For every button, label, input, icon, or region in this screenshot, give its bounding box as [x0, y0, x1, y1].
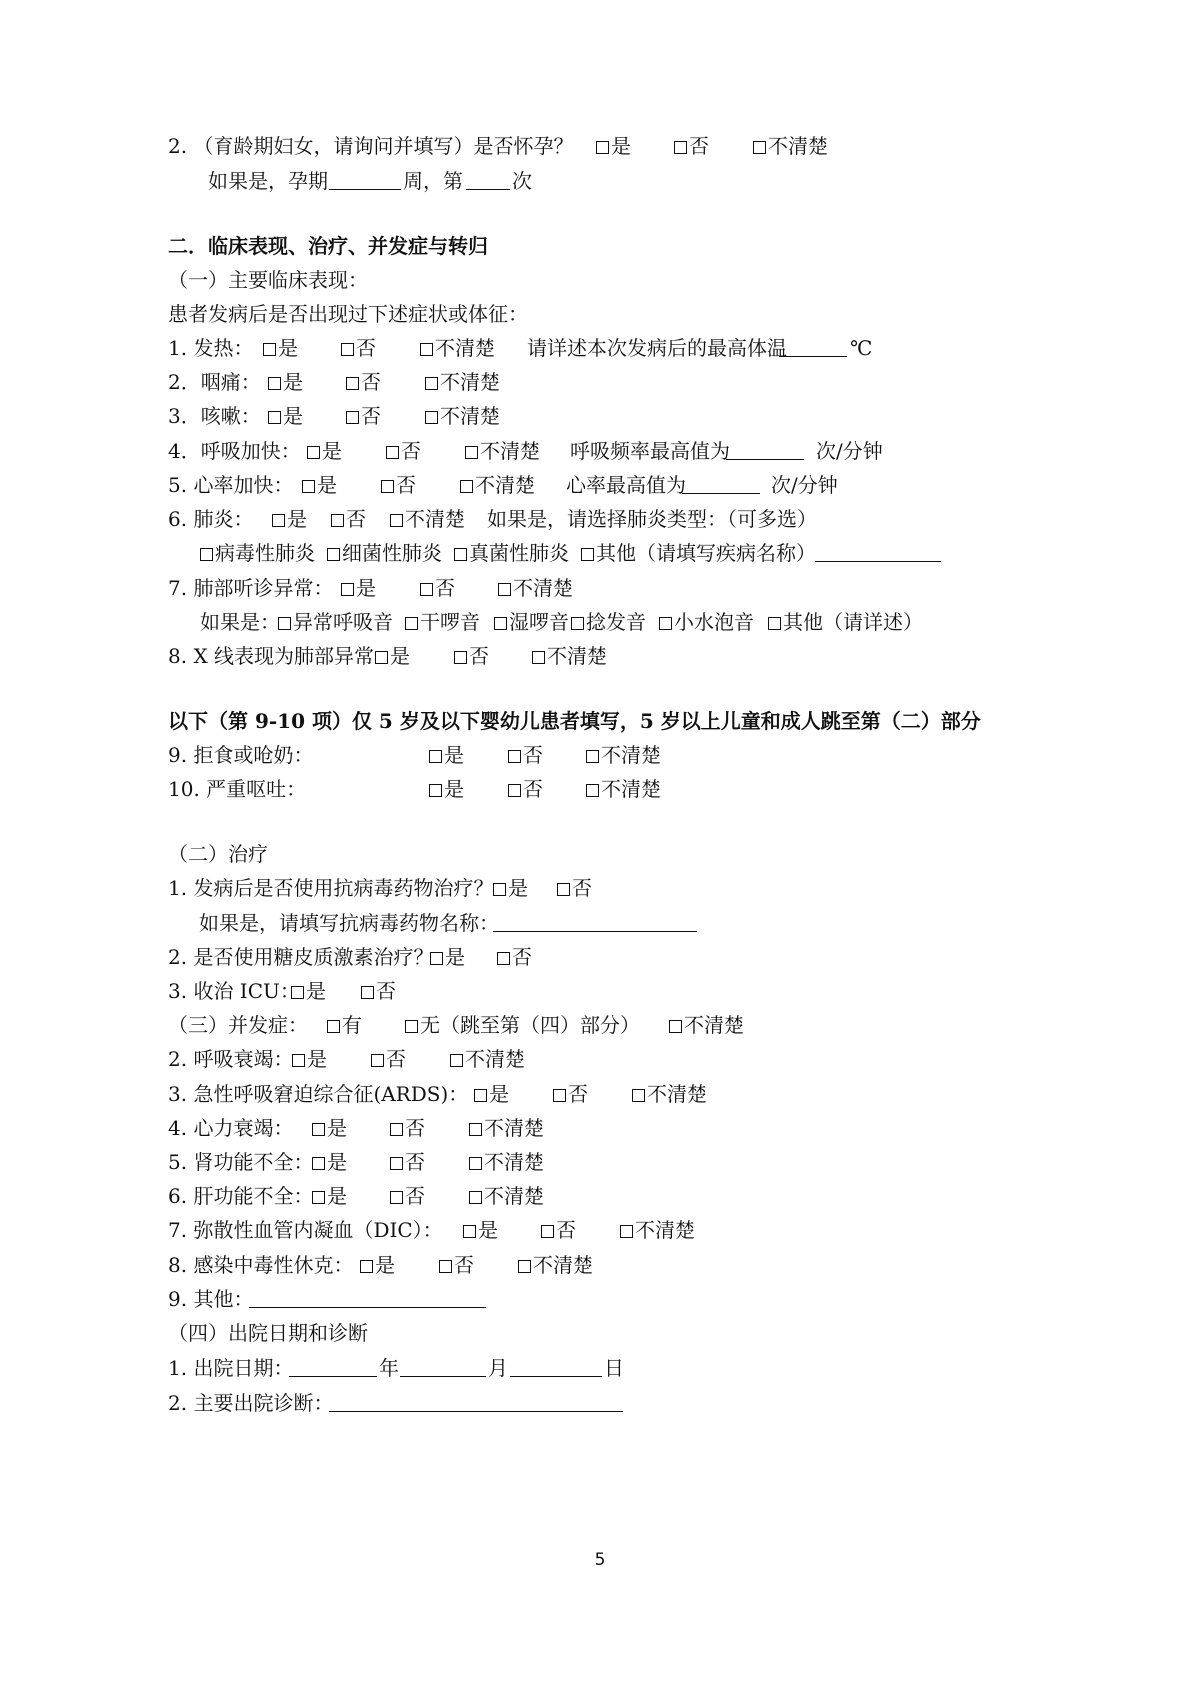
checkbox-no[interactable]: 否: [346, 399, 381, 433]
checkbox-yes[interactable]: 是: [268, 365, 303, 399]
checkbox-no[interactable]: 否: [386, 434, 421, 468]
checkbox-yes[interactable]: 是: [268, 399, 303, 433]
checkbox-no[interactable]: 否: [439, 1248, 474, 1282]
checkbox-icon: [361, 986, 374, 999]
checkbox-icon: [541, 1225, 554, 1238]
checkbox-icon: [292, 1054, 305, 1067]
checkbox-icon: [268, 377, 281, 390]
checkbox-yes[interactable]: 是: [302, 468, 337, 502]
page-number: 5: [594, 1550, 606, 1570]
checkbox-no[interactable]: 否: [341, 331, 376, 365]
checkbox-icon: [268, 411, 281, 424]
checkbox-no[interactable]: 否: [346, 365, 381, 399]
checkbox-unknown[interactable]: 不清楚: [420, 331, 495, 365]
checkbox-unknown[interactable]: 不清楚: [753, 129, 828, 163]
checkbox-no[interactable]: 否: [390, 1179, 425, 1213]
pregnancy-count-field[interactable]: [466, 189, 510, 190]
checkbox-yes[interactable]: 是: [312, 1111, 347, 1145]
checkbox-yes[interactable]: 是: [463, 1213, 498, 1247]
checkbox-fungal-pneumonia[interactable]: 真菌性肺炎: [454, 536, 569, 570]
checkbox-icon: [312, 1191, 325, 1204]
checkbox-icon: [360, 1260, 373, 1273]
pregnancy-followup: 如果是，孕期 周，第 次: [208, 169, 532, 193]
checkbox-icon: [659, 617, 672, 630]
checkbox-icon: [375, 651, 388, 664]
checkbox-icon: [674, 141, 687, 154]
checkbox-no[interactable]: 否: [420, 571, 455, 605]
checkbox-yes[interactable]: 是: [429, 738, 464, 772]
checkbox-unknown[interactable]: 不清楚: [586, 738, 661, 772]
checkbox-icon: [302, 480, 315, 493]
checkbox-icon: [386, 446, 399, 459]
checkbox-unknown[interactable]: 不清楚: [518, 1248, 593, 1282]
checkbox-viral-pneumonia[interactable]: 病毒性肺炎: [200, 536, 315, 570]
checkbox-yes[interactable]: 是: [292, 1042, 327, 1076]
checkbox-none[interactable]: 无（跳至第（四）部分）: [405, 1008, 640, 1042]
complication-respiratory-failure: 2. 呼吸衰竭： 是 否 不清楚: [0, 1042, 1200, 1076]
treatment-q3: 3. 收治 ICU： 是 否: [0, 974, 1200, 1008]
checkbox-icon: [518, 1260, 531, 1273]
checkbox-other-sound[interactable]: 其他（请详述）: [768, 605, 923, 639]
checkbox-icon: [312, 1123, 325, 1136]
checkbox-icon: [586, 750, 599, 763]
checkbox-unknown[interactable]: 不清楚: [469, 1111, 544, 1145]
symptom-fever: 1. 发热： 是 否 不清楚 请详述本次发病后的最高体温 ℃: [0, 331, 1200, 365]
checkbox-other-pneumonia[interactable]: 其他（请填写疾病名称）: [581, 536, 816, 570]
checkbox-icon: [460, 480, 473, 493]
checkbox-icon: [571, 617, 584, 630]
checkbox-fine-bubble[interactable]: 小水泡音: [659, 605, 754, 639]
infant-q9: 9. 拒食或呛奶： 是 否 不清楚: [0, 738, 1200, 772]
checkbox-unknown[interactable]: 不清楚: [425, 399, 500, 433]
checkbox-no[interactable]: 否: [508, 738, 543, 772]
checkbox-no[interactable]: 否: [371, 1042, 406, 1076]
checkbox-icon: [307, 446, 320, 459]
infant-note: 以下（第 9-10 项）仅 5 岁及以下婴幼儿患者填写，5 岁以上儿童和成人跳至第（二）部分: [168, 709, 981, 733]
complication-dic: 7. 弥散性血管内凝血（DIC）： 是 否 不清楚: [0, 1213, 1200, 1247]
treatment-heading: （二）治疗: [168, 842, 268, 866]
checkbox-icon: [390, 1191, 403, 1204]
checkbox-icon: [331, 514, 344, 527]
checkbox-icon: [669, 1020, 682, 1033]
checkbox-icon: [390, 1157, 403, 1170]
treatment-q1: 1. 发病后是否使用抗病毒药物治疗？ 是 否: [0, 871, 1200, 905]
checkbox-icon: [346, 411, 359, 424]
checkbox-dry-rale[interactable]: 干啰音: [405, 605, 480, 639]
complication-liver: 6. 肝功能不全： 是 否 不清楚: [0, 1179, 1200, 1213]
checkbox-yes[interactable]: 是: [360, 1248, 395, 1282]
complication-shock: 8. 感染中毒性休克： 是 否 不清楚: [0, 1248, 1200, 1282]
checkbox-no[interactable]: 否: [361, 974, 396, 1008]
checkbox-unknown[interactable]: 不清楚: [532, 639, 607, 673]
checkbox-icon: [390, 1123, 403, 1136]
discharge-heading: （四）出院日期和诊断: [168, 1321, 368, 1345]
symptom-auscultation: 7. 肺部听诊异常： 是 否 不清楚: [0, 571, 1200, 605]
checkbox-crepitus[interactable]: 捻发音: [571, 605, 646, 639]
max-temperature-field[interactable]: [779, 356, 847, 357]
checkbox-icon: [553, 1089, 566, 1102]
checkbox-no[interactable]: 否: [674, 129, 709, 163]
checkbox-unknown[interactable]: 不清楚: [465, 434, 540, 468]
other-complication-field[interactable]: [249, 1307, 486, 1308]
checkbox-no[interactable]: 否: [454, 639, 489, 673]
checkbox-bacterial-pneumonia[interactable]: 细菌性肺炎: [327, 536, 442, 570]
checkbox-no[interactable]: 否: [508, 772, 543, 806]
checkbox-unknown[interactable]: 不清楚: [620, 1213, 695, 1247]
symptom-cough: 3．咳嗽： 是 否 不清楚: [0, 399, 1200, 433]
checkbox-icon: [469, 1191, 482, 1204]
checkbox-icon: [263, 343, 276, 356]
checkbox-icon: [346, 377, 359, 390]
checkbox-yes[interactable]: 是: [429, 772, 464, 806]
checkbox-wet-rale[interactable]: 湿啰音: [494, 605, 569, 639]
checkbox-icon: [439, 1260, 452, 1273]
checkbox-unknown[interactable]: 不清楚: [425, 365, 500, 399]
checkbox-icon: [596, 141, 609, 154]
checkbox-abnormal-breath-sound[interactable]: 异常呼吸音: [278, 605, 393, 639]
treatment-q2: 2. 是否使用糖皮质激素治疗？ 是 否: [0, 940, 1200, 974]
checkbox-yes[interactable]: 是: [291, 974, 326, 1008]
checkbox-icon: [454, 548, 467, 561]
checkbox-icon: [768, 617, 781, 630]
subsection-heading: （一）主要临床表现：: [168, 268, 368, 292]
pregnancy-question: [0, 129, 1200, 163]
discharge-month-field[interactable]: [400, 1376, 486, 1377]
checkbox-unknown[interactable]: 不清楚: [460, 468, 535, 502]
checkbox-icon: [454, 651, 467, 664]
checkbox-icon: [390, 514, 403, 527]
checkbox-no[interactable]: 否: [381, 468, 416, 502]
checkbox-icon: [425, 377, 438, 390]
section-heading: 二．临床表现、治疗、并发症与转归: [168, 234, 488, 258]
checkbox-icon: [620, 1225, 633, 1238]
checkbox-icon: [381, 480, 394, 493]
checkbox-no[interactable]: 否: [331, 502, 366, 536]
discharge-year-field[interactable]: [289, 1376, 377, 1377]
checkbox-icon: [498, 583, 511, 596]
checkbox-no[interactable]: 否: [553, 1077, 588, 1111]
pregnancy-weeks-field[interactable]: [329, 189, 401, 190]
checkbox-icon: [420, 583, 433, 596]
checkbox-icon: [493, 883, 506, 896]
pregnancy-question-text: 2. （育龄期妇女，请询问并填写）是否怀孕？: [168, 134, 574, 158]
checkbox-icon: [430, 952, 443, 965]
checkbox-icon: [200, 548, 213, 561]
checkbox-icon: [278, 617, 291, 630]
checkbox-icon: [469, 1157, 482, 1170]
checkbox-yes[interactable]: 是: [375, 639, 410, 673]
checkbox-icon: [420, 343, 433, 356]
checkbox-icon: [429, 750, 442, 763]
checkbox-yes[interactable]: 是: [596, 129, 631, 163]
checkbox-icon: [532, 651, 545, 664]
checkbox-icon: [272, 514, 285, 527]
checkbox-unknown[interactable]: 不清楚: [450, 1042, 525, 1076]
checkbox-icon: [508, 750, 521, 763]
checkbox-icon: [557, 883, 570, 896]
checkbox-yes[interactable]: 是: [272, 502, 307, 536]
checkbox-icon: [465, 446, 478, 459]
complication-other: 9. 其他：: [0, 1282, 1200, 1316]
treatment-q1-followup: 如果是，请填写抗病毒药物名称：: [0, 906, 1200, 940]
checkbox-icon: [463, 1225, 476, 1238]
complication-heart-failure: 4. 心力衰竭： 是 否 不清楚: [0, 1111, 1200, 1145]
checkbox-yes[interactable]: 是: [430, 940, 465, 974]
checkbox-icon: [474, 1089, 487, 1102]
checkbox-icon: [405, 617, 418, 630]
checkbox-icon: [425, 411, 438, 424]
checkbox-icon: [469, 1123, 482, 1136]
checkbox-no[interactable]: 否: [497, 940, 532, 974]
checkbox-unknown[interactable]: 不清楚: [498, 571, 573, 605]
checkbox-yes[interactable]: 是: [341, 571, 376, 605]
checkbox-icon: [405, 1020, 418, 1033]
checkbox-icon: [753, 141, 766, 154]
checkbox-yes[interactable]: 是: [493, 871, 528, 905]
checkbox-unknown[interactable]: 不清楚: [469, 1145, 544, 1179]
checkbox-icon: [632, 1089, 645, 1102]
checkbox-have[interactable]: 有: [327, 1008, 362, 1042]
checkbox-no[interactable]: 否: [390, 1145, 425, 1179]
checkbox-no[interactable]: 否: [557, 871, 592, 905]
checkbox-yes[interactable]: 是: [307, 434, 342, 468]
intro-text: 患者发病后是否出现过下述症状或体征：: [168, 302, 528, 326]
checkbox-icon: [586, 784, 599, 797]
complication-ards: 3. 急性呼吸窘迫综合征(ARDS)： 是 否 不清楚: [0, 1077, 1200, 1111]
checkbox-yes[interactable]: 是: [474, 1077, 509, 1111]
checkbox-icon: [450, 1054, 463, 1067]
checkbox-unknown[interactable]: 不清楚: [469, 1179, 544, 1213]
symptom-breathing: 4．呼吸加快： 是 否 不清楚 呼吸频率最高值为 次/分钟: [0, 434, 1200, 468]
checkbox-icon: [494, 617, 507, 630]
complication-renal: 5. 肾功能不全： 是 否 不清楚: [0, 1145, 1200, 1179]
checkbox-icon: [429, 784, 442, 797]
checkbox-no[interactable]: 否: [390, 1111, 425, 1145]
complications-heading-row: （三）并发症： 有 无（跳至第（四）部分） 不清楚: [0, 1008, 1200, 1042]
pneumonia-types: [0, 536, 1200, 570]
checkbox-icon: [508, 784, 521, 797]
checkbox-icon: [327, 1020, 340, 1033]
symptom-pneumonia: 6. 肺炎： 是 否 不清楚 如果是，请选择肺炎类型：（可多选）: [0, 502, 1200, 536]
infant-q10: 10. 严重呕吐： 是 否 不清楚: [0, 772, 1200, 806]
checkbox-icon: [371, 1054, 384, 1067]
auscultation-types: 如果是： 异常呼吸音 干啰音 湿啰音 捻发音 小水泡音 其他（请详述）: [0, 605, 1200, 639]
symptom-heart-rate: 5. 心率加快： 是 否 不清楚 心率最高值为 次/分钟: [0, 468, 1200, 502]
checkbox-yes[interactable]: 是: [312, 1179, 347, 1213]
symptom-xray: 8. X 线表现为肺部异常 是 否 不清楚: [0, 639, 1200, 673]
checkbox-icon: [291, 986, 304, 999]
respiratory-rate-field[interactable]: [726, 459, 804, 460]
checkbox-unknown[interactable]: 不清楚: [390, 502, 465, 536]
checkbox-yes[interactable]: 是: [263, 331, 298, 365]
heart-rate-field[interactable]: [682, 493, 760, 494]
checkbox-unknown[interactable]: 不清楚: [669, 1008, 744, 1042]
discharge-diagnosis: 2. 主要出院诊断：: [0, 1386, 1200, 1420]
checkbox-icon: [497, 952, 510, 965]
discharge-date: 1. 出院日期： 年 月 日: [168, 1356, 624, 1380]
checkbox-icon: [341, 583, 354, 596]
checkbox-yes[interactable]: 是: [312, 1145, 347, 1179]
symptom-sore-throat: 2．咽痛： 是 否 不清楚: [0, 365, 1200, 399]
other-pneumonia-field[interactable]: [815, 561, 941, 562]
checkbox-no[interactable]: 否: [541, 1213, 576, 1247]
discharge-day-field[interactable]: [510, 1376, 602, 1377]
checkbox-unknown[interactable]: 不清楚: [632, 1077, 707, 1111]
discharge-diagnosis-field[interactable]: [329, 1411, 623, 1412]
checkbox-icon: [312, 1157, 325, 1170]
checkbox-icon: [341, 343, 354, 356]
checkbox-icon: [327, 548, 340, 561]
checkbox-unknown[interactable]: 不清楚: [586, 772, 661, 806]
antiviral-name-field[interactable]: [493, 931, 697, 932]
checkbox-icon: [581, 548, 594, 561]
